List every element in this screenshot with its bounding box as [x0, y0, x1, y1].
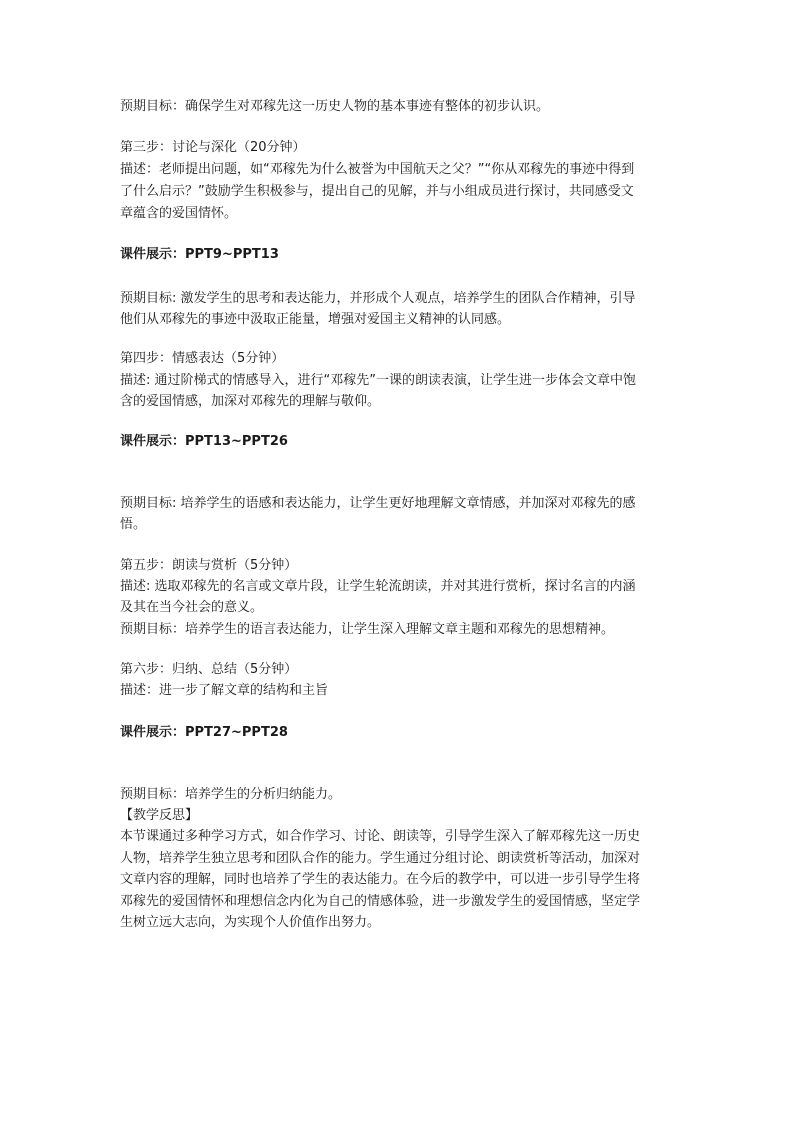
reflection-line-2: 人物，培养学生独立思考和团队合作的能力。学生通过分组讨论、朗读赏析等活动，加深对	[120, 851, 641, 866]
step4-goal-1: 预期目标: 培养学生的语感和表达能力，让学生更好地理解文章情感，并加深对邓稼先的感	[120, 496, 636, 511]
step4-goal-2: 悟。	[120, 517, 147, 532]
step4-desc-1: 描述: 通过阶梯式的情感导入，进行“邓稼先”一课的朗读表演，让学生进一步体会文章中饱	[120, 373, 636, 388]
step5-goal: 预期目标：培养学生的语言表达能力，让学生深入理解文章主题和邓稼先的思想精神。	[120, 622, 615, 637]
reflection-line-4: 邓稼先的爱国情怀和理想信念内化为自己的情感体验，进一步激发学生的爱国情感，坚定学	[120, 894, 641, 909]
step4-desc-2: 含的爱国情感，加深对邓稼先的理解与敬仰。	[120, 394, 381, 409]
reflection-line-1: 本节课通过多种学习方式，如合作学习、讨论、朗读等，引导学生深入了解邓稼先这一历史	[120, 829, 641, 844]
reflection-heading: 【教学反思】	[120, 808, 199, 823]
step4-heading: 第四步：情感表达（5分钟）	[120, 351, 285, 366]
goal-line-1: 预期目标：确保学生对邓稼先这一历史人物的基本事迹有整体的初步认识。	[120, 99, 550, 114]
courseware-ppt9-13: 课件展示：PPT9~PPT13	[120, 247, 279, 262]
reflection-line-5: 生树立远大志向，为实现个人价值作出努力。	[120, 915, 381, 930]
courseware-ppt13-26: 课件展示：PPT13~PPT26	[120, 434, 288, 449]
step5-heading: 第五步：朗读与赏析（5分钟）	[120, 558, 298, 573]
step5-desc-2: 及其在当今社会的意义。	[120, 600, 264, 615]
step6-goal: 预期目标：培养学生的分析归纳能力。	[120, 787, 342, 802]
step3-desc-3: 章蕴含的爱国情怀。	[120, 206, 238, 221]
step3-goal-2: 他们从邓稼先的事迹中汲取正能量，增强对爱国主义精神的认同感。	[120, 312, 511, 327]
courseware-ppt27-28: 课件展示：PPT27~PPT28	[120, 725, 288, 740]
step6-heading: 第六步：归纳、总结（5分钟）	[120, 662, 298, 677]
step5-desc-1: 描述: 选取邓稼先的名言或文章片段，让学生轮流朗读，并对其进行赏析，探讨名言的内涵	[120, 579, 636, 594]
step3-goal-1: 预期目标: 激发学生的思考和表达能力，并形成个人观点，培养学生的团队合作精神，引导	[120, 291, 636, 306]
step6-desc: 描述：进一步了解文章的结构和主旨	[120, 683, 329, 698]
step3-desc-2: 了什么启示？”鼓励学生积极参与，提出自己的见解，并与小组成员进行探讨，共同感受文	[120, 184, 634, 199]
step3-desc-1: 描述：老师提出问题，如“邓稼先为什么被誉为中国航天之父？”“你从邓稼先的事迹中得到	[120, 162, 635, 177]
step3-heading: 第三步：讨论与深化（20分钟）	[120, 140, 306, 155]
reflection-line-3: 文章内容的理解，同时也培养了学生的表达能力。在今后的教学中，可以进一步引导学生将	[120, 872, 641, 887]
